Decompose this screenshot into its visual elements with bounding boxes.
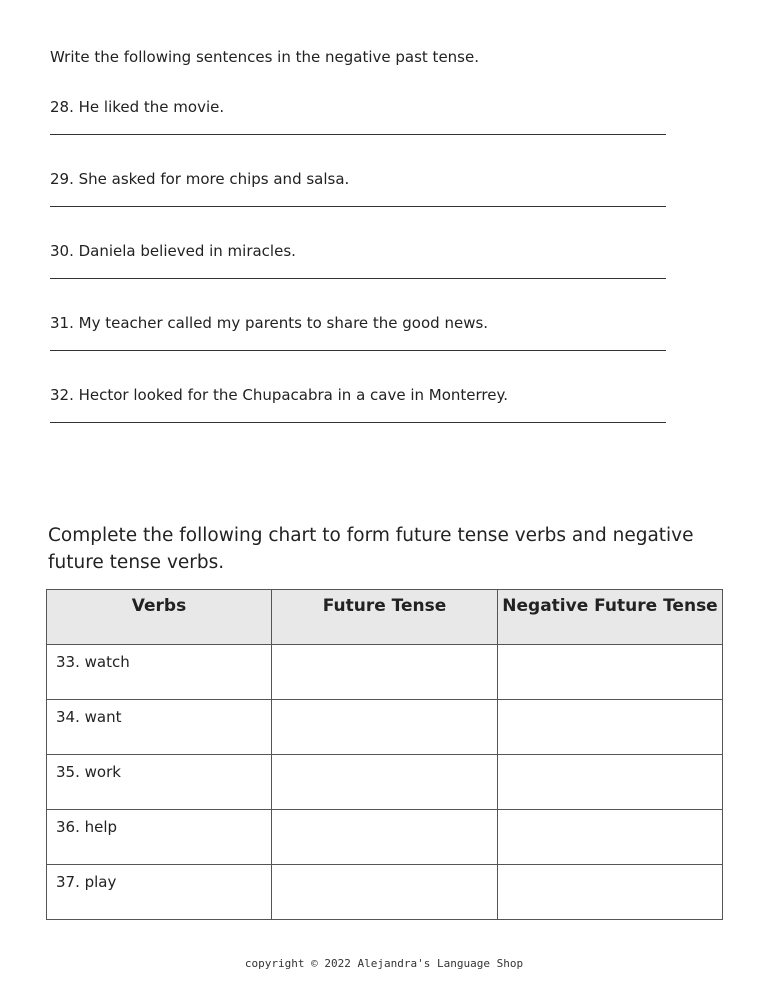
future-tense-cell[interactable] (272, 755, 498, 810)
table-row (47, 755, 723, 810)
table-row (47, 645, 723, 700)
question-text: 28. He liked the movie. (50, 98, 225, 116)
question-list (50, 96, 670, 456)
negative-future-tense-cell[interactable] (498, 700, 723, 755)
answer-line[interactable] (50, 422, 666, 423)
verb-cell: 34. want (47, 700, 272, 755)
negative-future-tense-cell[interactable] (498, 810, 723, 865)
future-tense-cell[interactable] (272, 700, 498, 755)
copyright-footer: copyright © 2022 Alejandra's Language Shop (244, 957, 524, 970)
verb-cell: 36. help (47, 810, 272, 865)
verb-cell: 35. work (47, 755, 272, 810)
question-text: 30. Daniela believed in miracles. (50, 242, 296, 260)
answer-line[interactable] (50, 206, 666, 207)
verb-chart (46, 589, 723, 920)
verb-cell: 37. play (47, 865, 272, 920)
answer-line[interactable] (50, 134, 666, 135)
question-item (50, 168, 670, 240)
chart-header-row (47, 590, 723, 645)
question-item (50, 384, 670, 456)
negative-future-tense-cell[interactable] (498, 865, 723, 920)
table-row (47, 700, 723, 755)
future-tense-cell[interactable] (272, 645, 498, 700)
question-text: 31. My teacher called my parents to share the good news. (50, 314, 489, 332)
question-text: 32. Hector looked for the Chupacabra in a cave in Monterrey. (50, 386, 508, 404)
question-text: 29. She asked for more chips and salsa. (50, 170, 350, 188)
question-item (50, 240, 670, 312)
section2-instruction: Complete the following chart to form future tense verbs and negative future tense verbs. (48, 525, 694, 573)
verb-cell: 33. watch (47, 645, 272, 700)
answer-line[interactable] (50, 278, 666, 279)
answer-line[interactable] (50, 350, 666, 351)
question-item (50, 312, 670, 384)
negative-future-tense-cell[interactable] (498, 755, 723, 810)
negative-future-tense-cell[interactable] (498, 645, 723, 700)
table-row (47, 810, 723, 865)
future-tense-cell[interactable] (272, 865, 498, 920)
header-future-tense: Future Tense (272, 590, 498, 645)
question-item (50, 96, 670, 168)
table-row (47, 865, 723, 920)
header-verbs: Verbs (47, 590, 272, 645)
future-tense-cell[interactable] (272, 810, 498, 865)
header-negative-future-tense: Negative Future Tense (498, 590, 723, 645)
section1-instruction: Write the following sentences in the negative past tense. (50, 48, 479, 66)
